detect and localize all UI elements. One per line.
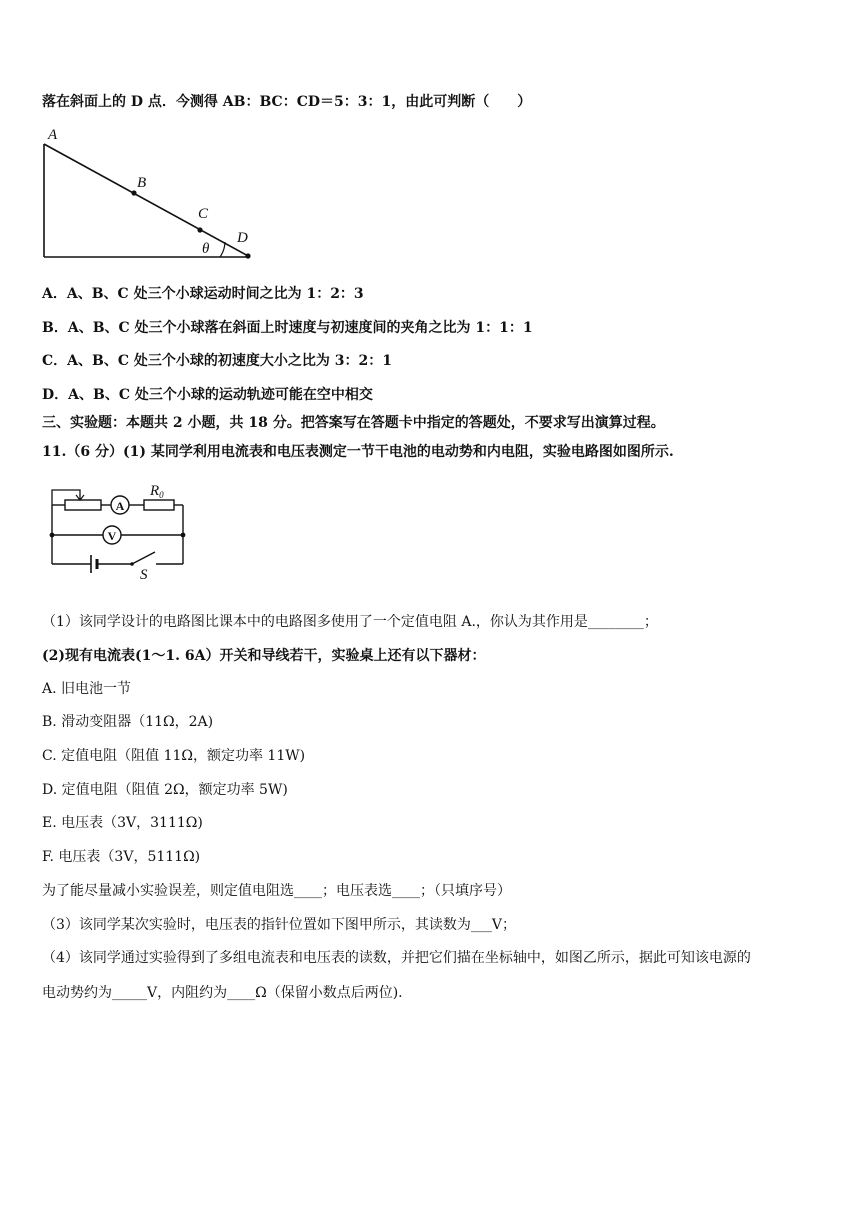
voltmeter-label: V xyxy=(107,529,117,543)
option-b: B．A、B、C 处三个小球落在斜面上时速度与初速度间的夹角之比为 1：1：1 xyxy=(42,320,533,336)
q11-intro: 11.（6 分）(1) 某同学利用电流表和电压表测定一节干电池的电动势和内电阻，实验电路图如图所示. xyxy=(42,444,674,460)
resistor-label: $R_0$ xyxy=(150,483,164,500)
incline-slope xyxy=(44,144,250,257)
option-c: C．A、B、C 处三个小球的初速度大小之比为 3：2：1 xyxy=(42,353,392,369)
switch-label: S xyxy=(140,567,148,583)
incline-figure xyxy=(30,124,270,264)
q11-part4-line2: 电动势约为_____V，内阻约为____Ω（保留小数点后两位). xyxy=(42,985,403,1001)
q11-part3: （3）该同学某次实验时，电压表的指针位置如下图甲所示，其读数为___V； xyxy=(42,917,517,933)
q11-part1: （1）该同学设计的电路图比课本中的电路图多使用了一个定值电阻 A.，你认为其作用是________； xyxy=(42,614,658,630)
q11-part4-line1: （4）该同学通过实验得到了多组电流表和电压表的读数，并把它们描在坐标轴中，如图乙所示，据此可知该电源的 xyxy=(42,950,751,966)
equipment-b: B. 滑动变阻器（11Ω，2A) xyxy=(42,714,214,730)
junction-right xyxy=(181,533,186,538)
fixed-resistor xyxy=(144,500,174,510)
equipment-f: F. 电压表（3V，5111Ω) xyxy=(42,849,201,865)
circuit-diagram xyxy=(40,482,200,582)
angle-arc xyxy=(220,242,225,257)
label-b: B xyxy=(137,175,147,191)
point-c-dot xyxy=(197,227,202,232)
switch-blade xyxy=(132,552,155,564)
label-c: C xyxy=(198,206,209,222)
equipment-c: C. 定值电阻（阻值 11Ω，额定功率 11W) xyxy=(42,748,306,764)
rheostat xyxy=(65,500,101,510)
option-d: D．A、B、C 处三个小球的运动轨迹可能在空中相交 xyxy=(42,387,373,403)
label-a: A xyxy=(48,127,58,143)
equipment-e: E. 电压表（3V，3111Ω) xyxy=(42,815,203,831)
question-stem-tail: 落在斜面上的 D 点．今测得 AB：BC：CD＝5：3：1，由此可判断（ ） xyxy=(42,94,532,110)
label-theta: θ xyxy=(202,241,210,257)
label-d: D xyxy=(237,230,248,246)
section-header: 三、实验题：本题共 2 小题，共 18 分。把答案写在答题卡中指定的答题处，不要求写出演算过程。 xyxy=(42,415,665,431)
q11-choose: 为了能尽量减小实验误差，则定值电阻选____；电压表选____；（只填序号） xyxy=(42,883,511,899)
equipment-a: A. 旧电池一节 xyxy=(42,681,132,697)
q11-part2: (2)现有电流表(1～1. 6A）开关和导线若干，实验桌上还有以下器材： xyxy=(42,648,486,664)
point-d-dot xyxy=(245,253,250,258)
point-b-dot xyxy=(131,190,136,195)
junction-left xyxy=(50,533,55,538)
option-a: A．A、B、C 处三个小球运动时间之比为 1：2：3 xyxy=(42,286,364,302)
ammeter-label: A xyxy=(115,499,125,513)
equipment-d: D. 定值电阻（阻值 2Ω，额定功率 5W) xyxy=(42,782,288,798)
